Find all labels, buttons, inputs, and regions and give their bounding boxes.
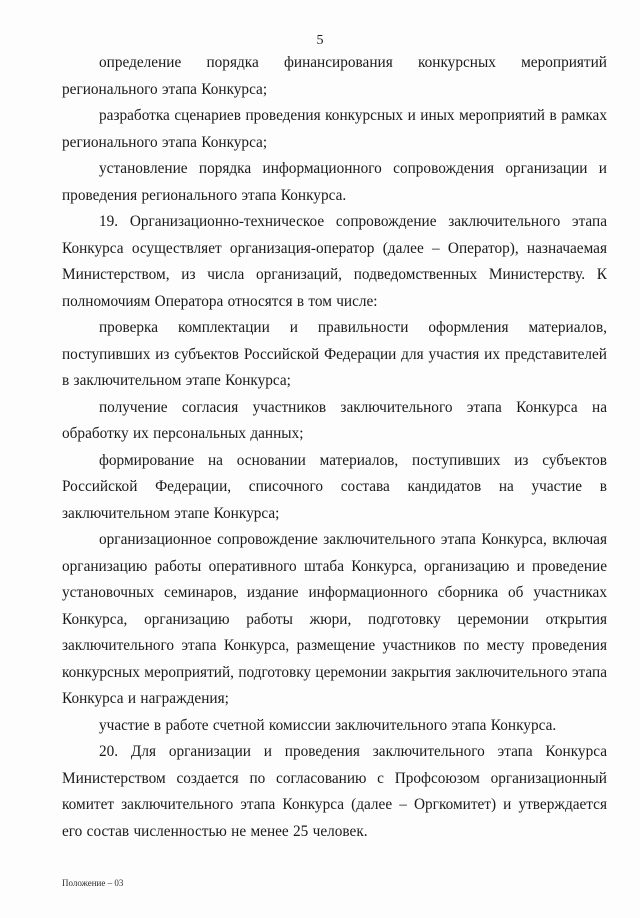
- paragraph-item-19: 19. Организационно-техническое сопровождение заключительного этапа Конкурса осуществляет организация-оператор (далее – Оператор), назначаемая Министерством, из числа организаций, подведомственных Министерству. К полномочиям Оператора относятся в том числе:: [62, 213, 607, 310]
- paragraph-funding-order: определение порядка финансирования конкурсных мероприятий регионального этапа Конкурса;: [62, 54, 607, 98]
- page-number: 5: [316, 33, 324, 48]
- footer-label: Положение – 03: [62, 878, 124, 888]
- paragraph-consent: получение согласия участников заключительного этапа Конкурса на обработку их персональных данных;: [62, 398, 607, 442]
- document-body: [62, 50, 607, 845]
- paragraph-counting-commission: участие в работе счетной комиссии заключительного этапа Конкурса.: [99, 716, 557, 734]
- paragraph-scenario-development: разработка сценариев проведения конкурсных и иных мероприятий в рамках регионального этапа Конкурса;: [62, 107, 607, 151]
- paragraph-materials-check: проверка комплектации и правильности оформления материалов, поступивших из субъектов Российской Федерации для участия их представителей в заключительном этапе Конкурса;: [62, 319, 607, 389]
- paragraph-organizational-support: организационное сопровождение заключительного этапа Конкурса, включая организацию работы оперативного штаба Конкурса, организацию и проведение установочных семинаров, издание информационного сборника об участниках Конкурса, организацию работы жюри, подготовку церемонии открытия заключительного этапа Конкурса, размещение участников по месту проведения конкурсных мероприятий, подготовку церемонии закрытия заключительного этапа Конкурса и награждения;: [62, 531, 607, 707]
- paragraph-item-20: 20. Для организации и проведения заключительного этапа Конкурса Министерством создается по согласованию с Профсоюзом организационный комитет заключительного этапа Конкурса (далее – Оргкомитет) и утверждается его состав численностью не менее 25 человек.: [62, 743, 607, 840]
- paragraph-information-support: установление порядка информационного сопровождения организации и проведения регионального этапа Конкурса.: [62, 160, 607, 204]
- paragraph-candidate-list: формирование на основании материалов, поступивших из субъектов Российской Федерации, списочного состава кандидатов на участие в заключительном этапе Конкурса;: [62, 451, 607, 522]
